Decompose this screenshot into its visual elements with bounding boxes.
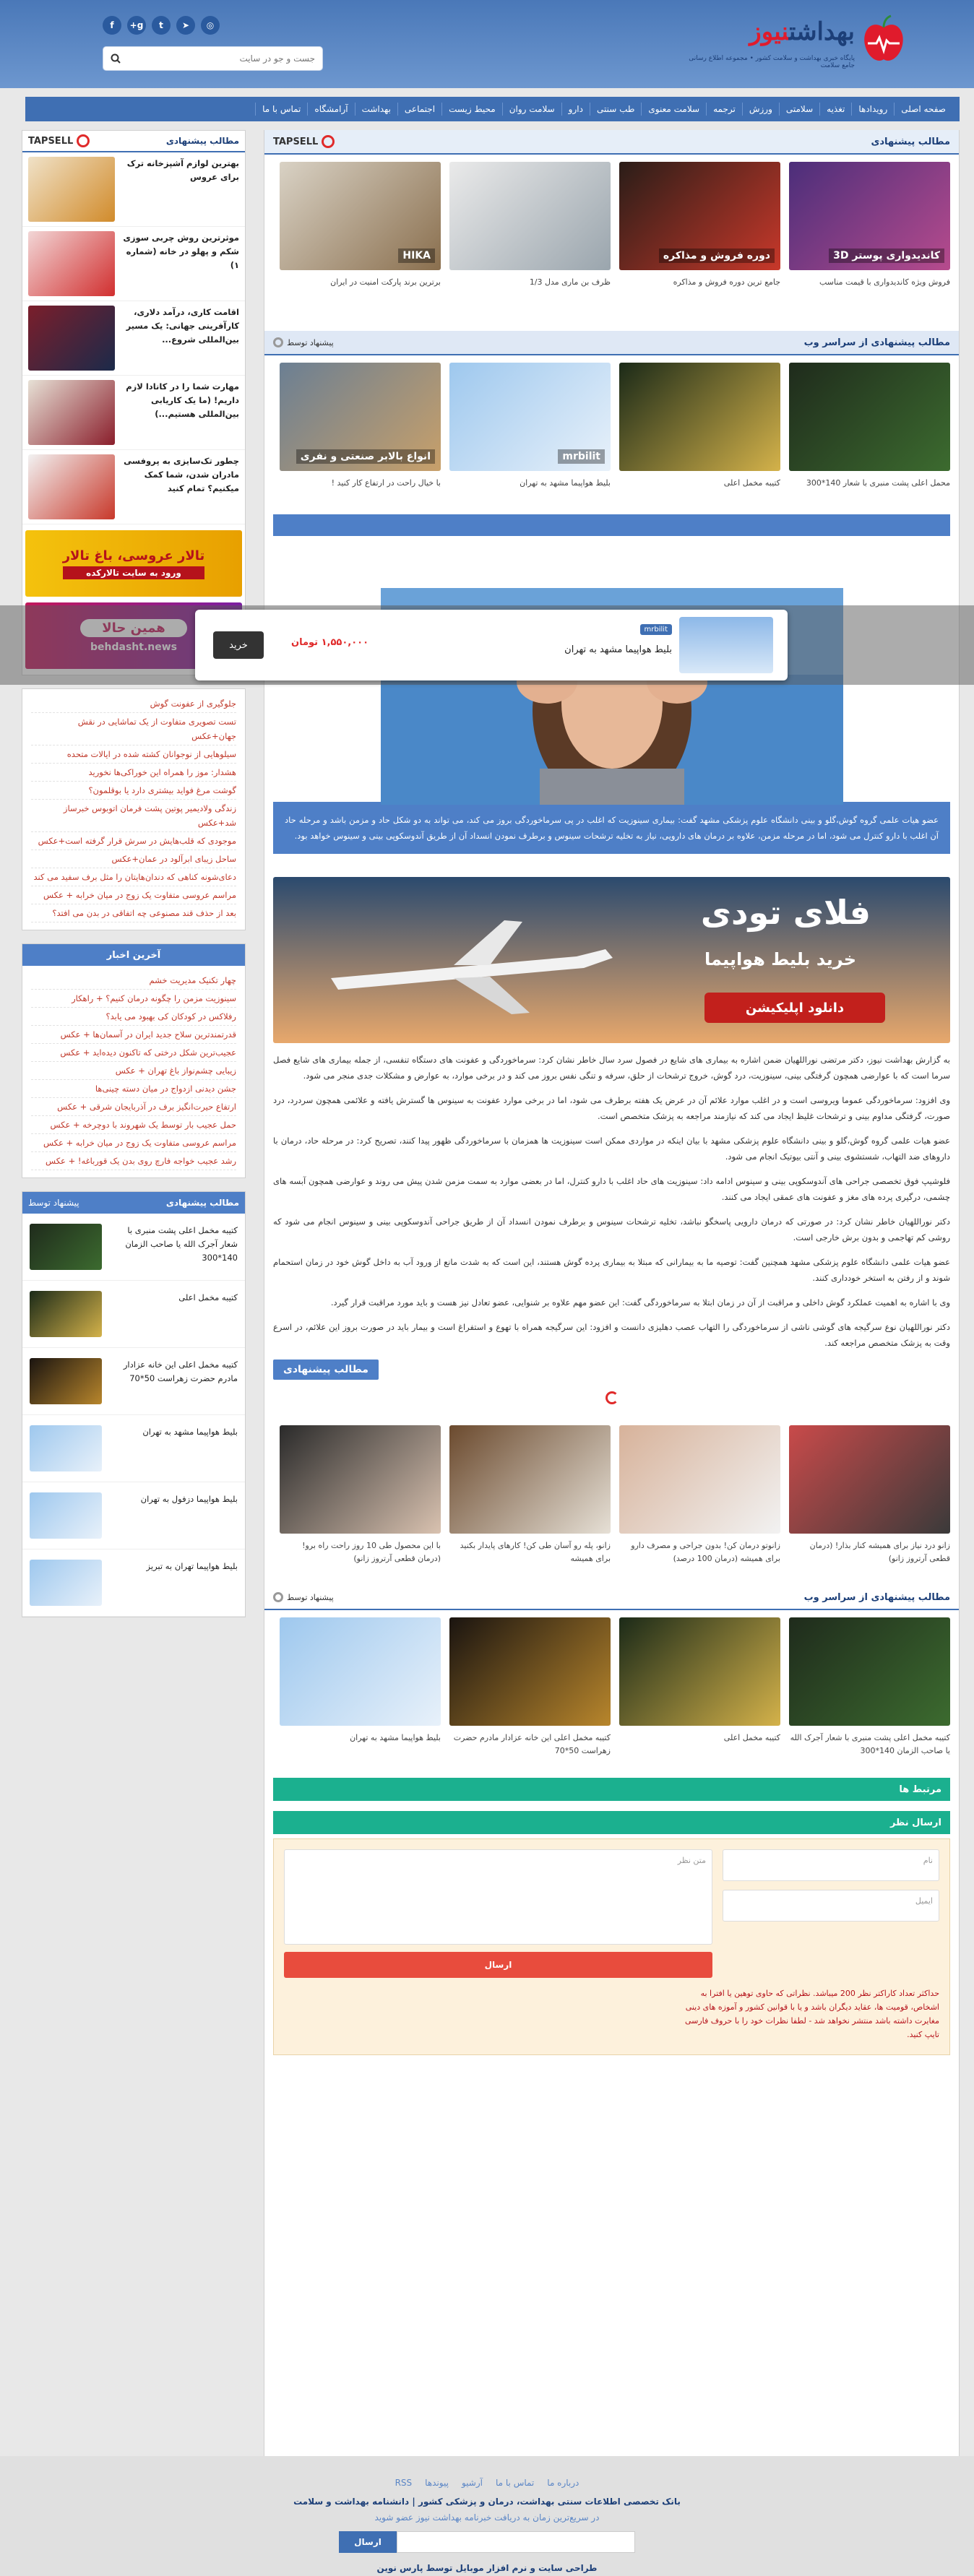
sidebar-web-text[interactable]: کتیبه مخمل اعلی این خانه عزادار مادرم حضرت زهراست 50*70 bbox=[123, 1360, 238, 1383]
nav-item[interactable]: رویدادها bbox=[851, 103, 894, 116]
tapsell-icon bbox=[322, 135, 335, 148]
logo-title: بهداشتنیوز bbox=[749, 17, 855, 46]
modal-thumbnail bbox=[679, 617, 773, 673]
site-header bbox=[0, 0, 974, 88]
sidebar-latest-item[interactable]: رشد عجیب خواجه فارچ روی بدن یک قورباغه! + عکس bbox=[31, 1152, 236, 1170]
card-thumbnail bbox=[789, 162, 950, 270]
sidebar-hot-item[interactable]: ساحل زیبای ابرآلود در عمان+عکس bbox=[31, 850, 236, 868]
card-thumbnail bbox=[280, 1425, 441, 1534]
sidebar-tapsell-item[interactable] bbox=[22, 376, 245, 450]
article-paragraph: عضو هیات علمی دانشگاه علوم پزشکی مشهد همچنین گفت: توصیه ما به بیمارانی که مبتلا به بیماری پرده گوش هستند، این است که به شدت مانع از ورود آب به داخل گوش خود در زمان استحمام شوند و از رفتن به استخر خودداری کنند. bbox=[273, 1257, 950, 1283]
sidebar-web-item[interactable] bbox=[22, 1281, 245, 1348]
related-title: مطالب پیشنهادی bbox=[273, 1360, 379, 1380]
nav-item[interactable]: ترجمه bbox=[706, 103, 742, 116]
card-caption[interactable]: کتیبه مخمل اعلی bbox=[723, 1733, 780, 1742]
recommend-icon bbox=[273, 1592, 283, 1602]
sidebar-web-item[interactable] bbox=[22, 1214, 245, 1281]
footer-links bbox=[0, 2478, 974, 2488]
sidebar-tapsell-title: مطالب پیشنهادی bbox=[165, 136, 239, 146]
nav-item[interactable]: سلامت روان bbox=[502, 103, 561, 116]
sidebar-web-text[interactable]: کتیبه مخمل اعلی پشت منبری با شعار آجرک الله یا صاحب الزمان 140*300 bbox=[125, 1225, 238, 1263]
card-caption[interactable]: زانوتو درمان کن! بدون جراحی و مصرف دارو برای همیشه (درمان 100 درصد) bbox=[631, 1541, 780, 1563]
sidebar-latest-item[interactable]: حمل عجیب بار توسط یک شهروند با دوچرخه + عکس bbox=[31, 1116, 236, 1134]
sidebar-hot-item[interactable]: دعای‌شونه کناهی که دندان‌هایتان را مثل برف سفید می کند bbox=[31, 868, 236, 886]
sidebar-web-thumbnail bbox=[30, 1224, 102, 1270]
nav-item[interactable]: سلامتی bbox=[779, 103, 819, 116]
tapsell-icon bbox=[77, 134, 90, 147]
article-lead: عضو هیات علمی گروه گوش،گلو و بینی دانشگاه علوم پزشکی مشهد گفت: بیماری سینوزیت که اغلب در پی سرماخوردگی بروز می کند، می تواند به دو شکل حاد و مزمن باشد و مرحله حاد آن اغلب با دارو کنترل می شود، اما در مرحله مزمن، علاوه بر درمان های دارویی، نیاز به تخلیه ترشحات سینوس و برطرف نمودن انسداد آن از طریق آندوسکوپی بینی و سینوس خواهد بود. bbox=[273, 802, 950, 854]
modal-title: بلیط هواپیما مشهد به تهران bbox=[564, 644, 672, 655]
web-grid bbox=[264, 355, 959, 497]
comment-note: حداکثر تعداد کاراکتر نظر 200 میباشد. نظراتی که حاوی توهین یا افترا به اشخاص، قومیت ها، عقاید دیگران باشد و یا با قوانین کشور و آموزه های دینی مغایرت داشته باشد منتشر نخواهد شد - لطفا نظرات خود را با حروف فارسی تایپ کنید. bbox=[684, 1989, 939, 2039]
card-thumbnail-label: HIKA bbox=[398, 248, 435, 263]
article-paragraph: وی افزود: سرماخوردگی عموما ویروسی است و در اغلب موارد علائم آن در عرض یک هفته برطرف می شود، اما در برخی موارد عفونت به سینوس ها گسترش یافته و علائمی همچون سردرد، درد صورت، گرفتگی مداوم بینی و ترشحات غلیظ ایجاد می کند که نیازمند مراجعه به پزشک متخصص است. bbox=[273, 1095, 950, 1121]
comment-send-button[interactable]: ارسال bbox=[284, 1952, 712, 1978]
card-thumbnail-label: دوره فروش و مذاکره bbox=[659, 248, 775, 263]
comment-textarea[interactable]: متن نظر bbox=[284, 1849, 712, 1945]
card-item[interactable] bbox=[619, 1425, 780, 1565]
loading-icon bbox=[264, 1391, 959, 1406]
nav-item[interactable]: تماس با ما bbox=[255, 103, 307, 116]
footer-link[interactable]: پیوندها bbox=[425, 2478, 449, 2488]
modal-brand: mrbilit bbox=[640, 624, 672, 635]
sidebar-tapsell-item[interactable] bbox=[22, 227, 245, 301]
sidebar-web-list bbox=[22, 1214, 245, 1617]
footer-link[interactable]: تماس با ما bbox=[495, 2478, 535, 2488]
card-item[interactable] bbox=[789, 1425, 950, 1565]
modal-price: ۱,۵۵۰,۰۰۰ تومان bbox=[290, 637, 369, 648]
newsletter-send-button[interactable]: ارسال bbox=[339, 2531, 397, 2553]
web2-grid bbox=[264, 1610, 959, 1765]
sidebar-web-text[interactable]: بلیط هواپیما دزفول به تهران bbox=[140, 1494, 238, 1504]
suggest-grid bbox=[264, 155, 959, 296]
sidebar-tapsell-text[interactable]: مهارت شما را در کانادا لازم داریم! (ما یک کاریابی بین‌المللی هستیم...) bbox=[126, 381, 239, 419]
card-caption[interactable]: ظرف بن ماری مدل 1/3 bbox=[529, 277, 611, 287]
tapsell-logo: TAPSELL bbox=[273, 135, 335, 148]
article-paragraph: دکتر نوراللهیان خاطر نشان کرد: در صورتی که درمان دارویی پاسخگو نباشد، تخلیه ترشحات سینوس و برطرف نمودن انسداد آن از طریق جراحی آندوسکوپی بینی و سینوس انجام می شود که روشی کم تهاجمی و بدون برش خارجی است. bbox=[273, 1216, 950, 1242]
card-thumbnail-label: mrbilit bbox=[558, 449, 605, 464]
download-app-button[interactable]: دانلود اپلیکیشن bbox=[704, 993, 885, 1023]
sidebar-hot-item[interactable]: سیلوهایی از نوجوانان کشته شده در ایالات متحده bbox=[31, 745, 236, 764]
sidebar-tapsell-list bbox=[22, 152, 245, 524]
sidebar-web-thumbnail bbox=[30, 1425, 102, 1471]
sidebar-latest-item[interactable]: مراسم عروسی متفاوت یک زوج در میان خرابه + عکس bbox=[31, 1134, 236, 1152]
sidebar-latest-item[interactable]: قدرتمندترین سلاح جدید ایران در آسمان‌ها + عکس bbox=[31, 1026, 236, 1044]
search-icon bbox=[111, 53, 121, 64]
ad-modal bbox=[195, 610, 788, 680]
sidebar-latest-item[interactable]: ارتفاع حیرت‌انگیز برف در آذربایجان شرقی + عکس bbox=[31, 1098, 236, 1116]
footer-link[interactable]: درباره ما bbox=[547, 2478, 579, 2488]
card-thumbnail bbox=[280, 1617, 441, 1726]
related-grid bbox=[264, 1418, 959, 1573]
nav-item[interactable]: سلامت معنوی bbox=[641, 103, 706, 116]
card-caption[interactable]: فروش ویژه کاندیدواری با قیمت مناسب bbox=[819, 277, 950, 287]
sidebar-web-box: مطالب پیشنهادی پیشنهاد توسط کتیبه مخمل اعلی پشت منبری با شعار آجرک الله یا صاحب الزمان 140*300 کتیبه مخمل اعلی کتیبه مخمل اعلی این خانه عزادار مادرم حضرت زهراست 50*70 بلیط هواپیما مشهد به تهران بلیط هواپیما دزفول به تهران بلیط هواپیما تهران به تبریز bbox=[22, 1191, 246, 1617]
newsletter-form bbox=[0, 2531, 974, 2553]
card-item[interactable] bbox=[449, 162, 611, 289]
sidebar-tapsell-text[interactable]: موثرترین روش چربی سوزی شکم و پهلو در خانه (شماره ۱) bbox=[123, 233, 239, 270]
site-footer bbox=[0, 2456, 974, 2576]
name-field[interactable]: نام bbox=[723, 1849, 939, 1881]
card-item[interactable] bbox=[280, 1425, 441, 1565]
nav-item[interactable]: ورزش bbox=[742, 103, 779, 116]
modal-buy-button[interactable]: خرید bbox=[213, 631, 264, 659]
sidebar-hot-item[interactable]: تست تصویری متفاوت از یک تماشایی در نقش جهان+عکس bbox=[31, 713, 236, 745]
card-caption[interactable]: با این محصول طی 10 روز راحت راه برو! (درمان قطعی آرتروز زانو) bbox=[302, 1541, 441, 1563]
related-bar[interactable]: مرتبط ها bbox=[273, 1778, 950, 1801]
card-thumbnail bbox=[789, 363, 950, 471]
web-header: مطالب پیشنهادی از سراسر وب پیشنهاد توسط bbox=[264, 331, 959, 355]
card-item[interactable] bbox=[280, 363, 441, 490]
search-box bbox=[103, 46, 323, 71]
nav-item[interactable]: دارو bbox=[561, 103, 590, 116]
sidebar-web-item[interactable] bbox=[22, 1348, 245, 1415]
card-thumbnail bbox=[619, 1617, 780, 1726]
facebook-icon[interactable]: f bbox=[103, 16, 121, 35]
sidebar-latest-title: آخرین اخبار bbox=[22, 944, 245, 966]
flytoday-subtitle: خرید بلیط هواپیما bbox=[704, 949, 856, 969]
nav-item[interactable]: آرامشگاه bbox=[307, 103, 354, 116]
newsletter-text: در سریع‌ترین زمان به دریافت خبرنامه بهداشت نیوز عضو شوید bbox=[374, 2512, 600, 2523]
newsletter-input[interactable] bbox=[397, 2531, 635, 2553]
card-thumbnail bbox=[449, 162, 611, 270]
sidebar-hot-item[interactable]: موجودی که قلب‌هایش در سرش قرار گرفته است+عکس bbox=[31, 832, 236, 850]
sidebar-banner-talar[interactable]: تالار عروسی، باغ تالار ورود به سایت تالارکده bbox=[25, 530, 242, 597]
apple-logo-icon bbox=[862, 14, 905, 65]
card-thumbnail bbox=[280, 363, 441, 471]
sidebar-web-thumbnail bbox=[30, 1492, 102, 1539]
sidebar-web-text[interactable]: کتیبه مخمل اعلی bbox=[178, 1292, 238, 1302]
suggest-header bbox=[264, 130, 959, 155]
blue-divider bbox=[273, 514, 950, 536]
sidebar-tapsell-thumbnail bbox=[28, 306, 115, 371]
sidebar-tapsell-item[interactable] bbox=[22, 301, 245, 376]
card-thumbnail bbox=[619, 363, 780, 471]
main-nav bbox=[25, 97, 960, 121]
card-item[interactable] bbox=[619, 363, 780, 490]
nav-item[interactable]: اجتماعی bbox=[397, 103, 441, 116]
sidebar-web-text[interactable]: بلیط هواپیما مشهد به تهران bbox=[142, 1427, 238, 1437]
footer-link[interactable]: آرشیو bbox=[461, 2478, 483, 2488]
card-thumbnail bbox=[619, 162, 780, 270]
card-caption[interactable]: بلیط هواپیما مشهد به تهران bbox=[520, 478, 611, 488]
sidebar bbox=[22, 130, 246, 1630]
card-caption[interactable]: زانو درد نیاز برای همیشه کنار بذار! (درمان قطعی آرتروز زانو) bbox=[809, 1541, 950, 1563]
flytoday-ad[interactable] bbox=[273, 877, 950, 1043]
sidebar-web-item[interactable] bbox=[22, 1415, 245, 1482]
googleplus-icon[interactable]: g+ bbox=[127, 16, 146, 35]
recommend-icon bbox=[273, 337, 283, 347]
sidebar-web-item[interactable] bbox=[22, 1550, 245, 1617]
sidebar-web-item[interactable] bbox=[22, 1482, 245, 1550]
card-item[interactable] bbox=[619, 1617, 780, 1758]
sidebar-latest-item[interactable]: سینوزیت مزمن را چگونه درمان کنیم؟ + راهکار bbox=[31, 990, 236, 1008]
nav-item[interactable]: تغذیه bbox=[819, 103, 851, 116]
footer-line2: بانک تخصصی اطلاعات سنتی بهداشت، درمان و پزشکی کشور | دانشنامه بهداشت و سلامت bbox=[293, 2497, 681, 2507]
card-caption[interactable]: زانو، پله رو آسان طی کن! کارهای پایدار بکنید برای همیشه bbox=[460, 1541, 611, 1563]
comment-form bbox=[273, 1838, 950, 2055]
web2-title: مطالب پیشنهادی از سراسر وب bbox=[803, 1591, 950, 1603]
search-input[interactable] bbox=[131, 47, 322, 70]
card-caption[interactable]: محمل اعلی پشت منبری با شعار 140*300 bbox=[806, 478, 950, 488]
card-caption[interactable]: با خیال راحت در ارتفاع کار کنید ! bbox=[331, 478, 441, 488]
sidebar-tapsell-box bbox=[22, 130, 246, 675]
article-paragraph: فلوشیپ فوق تخصصی جراحی های آندوسکوپی بینی و سینوس ادامه داد: سینوزیت های حاد اغلب با دارو کنترل، اما در بعضی موارد به سمت مزمن شدن پیش می روند و عوارضی همچون آبسه های چشمی، درگیری پرده های مغز و عفونت های عمقی ایجاد می کنند. bbox=[273, 1176, 950, 1202]
sidebar-web-thumbnail bbox=[30, 1291, 102, 1337]
card-item[interactable] bbox=[789, 1617, 950, 1758]
card-thumbnail bbox=[449, 363, 611, 471]
sidebar-hot-item[interactable]: جلوگیری از عفونت گوش bbox=[31, 695, 236, 713]
nav-item[interactable]: بهداشت bbox=[355, 103, 397, 116]
web-title: مطالب پیشنهادی از سراسر وب bbox=[803, 337, 950, 348]
main-content bbox=[264, 130, 960, 2514]
logo-subtitle: پایگاه خبری بهداشت و سلامت کشور • مجموعه اطلاع رسانی جامع سلامت bbox=[689, 55, 855, 69]
sidebar-latest-box bbox=[22, 943, 246, 1178]
social-links bbox=[103, 16, 220, 35]
card-item[interactable] bbox=[449, 1617, 611, 1758]
card-thumbnail bbox=[619, 1425, 780, 1534]
site-logo[interactable] bbox=[681, 13, 905, 78]
tapsell-logo: TAPSELL bbox=[28, 134, 90, 147]
sidebar-latest-item[interactable]: رفلاکس در کودکان کی بهبود می یابد؟ bbox=[31, 1008, 236, 1026]
email-field[interactable]: ایمیل bbox=[723, 1890, 939, 1922]
nav-item[interactable]: صفحه اصلی bbox=[894, 103, 952, 116]
sidebar-tapsell-item[interactable] bbox=[22, 152, 245, 227]
article-paragraph: به گزارش بهداشت نیوز، دکتر مرتضی نوراللهیان ضمن اشاره به بیماری های شایع در فصول سرد سال خاطر نشان کرد: سرماخوردگی و عفونت های دستگاه تنفسی، از جمله بیماری های شایع فصل سرما است که با عوارضی همچون گرفتگی بینی، سینوزیت، درد گوش، خروج ترشحات از حلق، سرفه و تنگی نفس بروز می کند و در برخی موارد، به عوارض و مشکلات جدی منجر می شود. bbox=[273, 1055, 950, 1081]
sidebar-tapsell-item[interactable] bbox=[22, 450, 245, 524]
sidebar-hot-item[interactable]: گوشت مرغ فواید بیشتری دارد یا بوقلمون؟ bbox=[31, 782, 236, 800]
card-caption[interactable]: کتیبه مخمل اعلی این خانه عزادار مادرم حضرت زهراست 50*70 bbox=[453, 1733, 611, 1755]
article-paragraph: وی با اشاره به اهمیت عملکرد گوش داخلی و مراقبت از آن در زمان ابتلا به سرماخوردگی گفت: این عضو مهم علاوه بر شنوایی، عضو تعادل نیز هست و باید مورد مراقبت قرار گیرد. bbox=[330, 1297, 950, 1308]
card-caption[interactable]: کتیبه مخمل اعلی bbox=[723, 478, 780, 488]
card-item[interactable] bbox=[449, 363, 611, 490]
nav-item[interactable]: محیط زیست bbox=[441, 103, 502, 116]
sidebar-latest-list bbox=[22, 966, 245, 1177]
telegram-icon[interactable]: ➤ bbox=[176, 16, 195, 35]
sidebar-hot-item[interactable]: مراسم عروسی متفاوت یک زوج در میان خرابه + عکس bbox=[31, 886, 236, 904]
card-item[interactable] bbox=[789, 162, 950, 289]
card-item[interactable] bbox=[619, 162, 780, 289]
card-item[interactable] bbox=[449, 1425, 611, 1565]
card-caption[interactable]: برترین برند پارکت امنیت در ایران bbox=[330, 277, 441, 287]
sidebar-web-thumbnail bbox=[30, 1358, 102, 1404]
flytoday-title: فلای تودی bbox=[700, 893, 871, 932]
sidebar-latest-item[interactable]: چهار تکنیک مدیریت خشم bbox=[31, 972, 236, 990]
suggest-title: مطالب پیشنهادی bbox=[871, 136, 950, 147]
sidebar-web-thumbnail bbox=[30, 1560, 102, 1606]
sidebar-latest-item[interactable]: عجیب‌ترین شکل درختی که تاکنون دیده‌اید + عکس bbox=[31, 1044, 236, 1062]
related-title-wrap bbox=[264, 1360, 959, 1380]
sidebar-hot-item[interactable]: بعد از حذف قند مصنوعی چه اتفاقی در بدن می افتد؟ bbox=[31, 904, 236, 922]
card-thumbnail bbox=[789, 1617, 950, 1726]
footer-credit: طراحی سایت و نرم افزار موبایل توسط پارس نوین bbox=[376, 2563, 598, 2573]
sidebar-tapsell-text[interactable]: بهترین لوازم آشپزخانه ترک برای عروس bbox=[126, 158, 239, 182]
card-item[interactable] bbox=[280, 1617, 441, 1758]
sidebar-hot-box bbox=[22, 688, 246, 930]
card-caption[interactable]: جامع ترین دوره فروش و مذاکره bbox=[673, 277, 780, 287]
sidebar-tapsell-thumbnail bbox=[28, 231, 115, 296]
instagram-icon[interactable]: ◎ bbox=[201, 16, 220, 35]
twitter-icon[interactable]: t bbox=[152, 16, 171, 35]
sidebar-latest-item[interactable]: جشن دیدنی ازدواج در میان دسته چینی‌ها bbox=[31, 1080, 236, 1098]
sidebar-hot-list bbox=[22, 689, 245, 930]
card-thumbnail bbox=[449, 1425, 611, 1534]
article-paragraph: عضو هیات علمی گروه گوش،گلو و بینی دانشگاه علوم پزشکی مشهد با بیان اینکه در مواردی ممکن است سینوزیت ها همزمان با سرماخوردگی ظهور پیدا کنند، تصریح کرد: در مرحله حاد، درمان با داروهای ضد التهاب، شستشوی بینی و آنتی بیوتیک انجام می شود. bbox=[273, 1136, 950, 1162]
card-caption[interactable]: بلیط هواپیما مشهد به تهران bbox=[350, 1733, 441, 1742]
sidebar-tapsell-thumbnail bbox=[28, 454, 115, 519]
article-body bbox=[264, 1052, 959, 1351]
card-thumbnail bbox=[789, 1425, 950, 1534]
nav-item[interactable]: طب سنتی bbox=[590, 103, 641, 116]
card-item[interactable] bbox=[280, 162, 441, 289]
sidebar-hot-item[interactable]: زندگی ولادیمیر پوتین پشت فرمان اتوبوس خبرساز شد+عکس bbox=[31, 800, 236, 832]
article-paragraph: دکتر نوراللهیان نوع سرگیجه های گوشی ناشی از سرماخوردگی را التهاب عصب دهلیزی دانست و افزود: این سرگیجه همراه با تهوع و استفراغ است و بیمار باید در صورت بروز این علائم، در اسرع وقت به پزشک متخصص مراجعه کند. bbox=[273, 1322, 950, 1348]
sidebar-web-text[interactable]: بلیط هواپیما تهران به تبریز bbox=[146, 1561, 238, 1571]
card-thumbnail-label: انواع بالابر صنعتی و نفری bbox=[296, 449, 435, 464]
card-item[interactable] bbox=[789, 363, 950, 490]
sidebar-tapsell-text[interactable]: چطور تک‌سایزی به پروفسی مادران شدن، شما کمک میکنیم؟ تمام کنید bbox=[124, 456, 239, 493]
sidebar-tapsell-thumbnail bbox=[28, 157, 115, 222]
card-thumbnail bbox=[280, 162, 441, 270]
sidebar-tapsell-text[interactable]: اقامت کاری، درآمد دلاری، کارآفرینی جهانی: یک مسیر بین‌المللی شروع... bbox=[126, 307, 239, 345]
card-thumbnail bbox=[449, 1617, 611, 1726]
sidebar-latest-item[interactable]: زیبایی چشم‌نواز باغ تهران + عکس bbox=[31, 1062, 236, 1080]
search-button[interactable] bbox=[103, 47, 128, 70]
card-thumbnail-label: کاندیدواری پوستر 3D bbox=[829, 248, 944, 263]
comment-title: ارسال نظر bbox=[273, 1811, 950, 1834]
sidebar-hot-item[interactable]: هشدار: موز را همراه این خوراکی‌ها نخورید bbox=[31, 764, 236, 782]
footer-link[interactable]: RSS bbox=[395, 2478, 413, 2488]
card-caption[interactable]: کتیبه مخمل اعلی پشت منبری با شعار آجرک الله یا صاحب الزمان 140*300 bbox=[790, 1733, 950, 1755]
web2-header: مطالب پیشنهادی از سراسر وب پیشنهاد توسط bbox=[264, 1586, 959, 1610]
sidebar-tapsell-thumbnail bbox=[28, 380, 115, 445]
